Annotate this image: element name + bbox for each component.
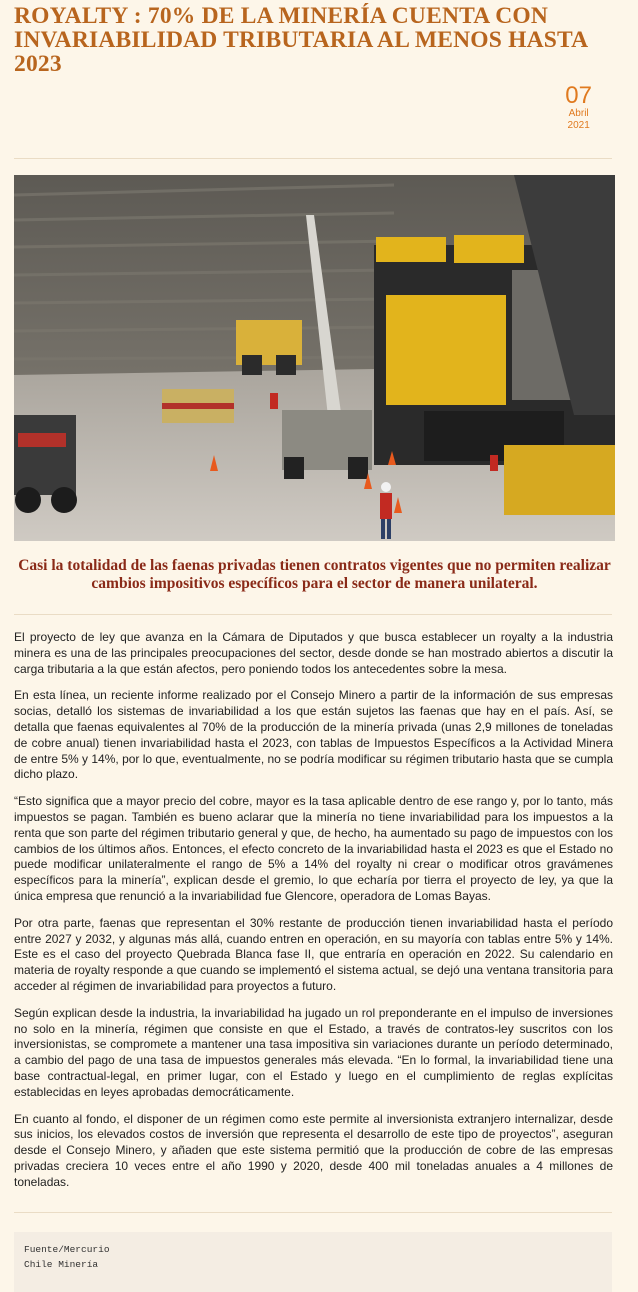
source-box bbox=[14, 1232, 612, 1292]
service-truck bbox=[14, 415, 76, 495]
footer-divider bbox=[14, 1212, 612, 1213]
article-photo bbox=[14, 175, 615, 541]
paragraph: En esta línea, un reciente informe realizado por el Consejo Minero a partir de la información de sus empresas socias, detalló los sistemas de invariabilidad a los que están sujetos las faenas que hay en el país. Así, se detalla que faenas equivalentes al 70% de la producción de la minería privada (unas 2,9 millones de toneladas de cobre anual) tienen invariabilidad hasta el 2023, con tablas de Impuestos Específicos a la Actividad Minera de entre 5% y 14%, por lo que, eventualmente, no se podría modificar su régimen tributario hasta que se cumpla dicho plazo. bbox=[14, 688, 614, 782]
mining-scene-illustration bbox=[14, 175, 615, 541]
paragraph: Por otra parte, faenas que representan el 30% restante de producción tienen invariabilidad hasta el período entre 2027 y 2032, y algunas más allá, cuando entren en operación, en su mayoría con tablas entre 5% y 14%. Este es el caso del proyecto Quebrada Blanca fase II, que entraría en operación en 2022. Su calendario en materia de royalty responde a que cuando se implementó el sistema actual, se dejó una ventana transitoria para acceder al régimen de invariabilidad para proyectos a futuro. bbox=[14, 915, 613, 993]
publish-date bbox=[565, 84, 592, 132]
photo-caption: Casi la totalidad de las faenas privadas tienen contratos vigentes que no permiten realizar cambios impositivos específicos para el sector de manera unilateral. bbox=[18, 557, 611, 592]
paragraph: En cuanto al fondo, el disponer de un régimen como este permite al inversionista extranjero internalizar, desde sus inicios, los elevados costos de inversión que representa el desarrollo de este tipo de proyectos”, aseguran desde el Consejo Minero, y añaden que este sistema permitió que la producción de cobre de las empresas privadas creciera 10 veces entre el año 1990 y 2020, desde 400 mil toneladas anuales a 4 millones de toneladas. bbox=[14, 1111, 613, 1189]
article-title: ROYALTY : 70% DE LA MINERÍA CUENTA CON INVARIABILIDAD TRIBUTARIA AL MENOS HASTA 2023 bbox=[14, 3, 588, 77]
paragraph: “Esto significa que a mayor precio del cobre, mayor es la tasa aplicable dentro de ese rango y, por lo tanto, más impuestos se pagan. También es bueno aclarar que la minería no tiene invariabilidad para los impuestos a la renta que son parte del régimen tributario general y que, de hecho, ha aumentado su pago de impuestos con los cambios de los últimos años. Entonces, el efecto concreto de la invariabilidad hasta el 2023 es que el Estado no puede modificar unilateralmente el rango de 5% a 14% del royalty ni crear o modificar otros gravámenes específicos para la minería”, explican desde el gremio, lo que echaría por tierra el proyecto de ley, ya que la única empresa que renunció a la invariabilidad fue Glencore, operadora de Lomas Bayas. bbox=[14, 794, 613, 903]
paragraph: Según explican desde la industria, la invariabilidad ha jugado un rol preponderante en el impulso de inversiones no solo en la minería, régimen que consiste en que el Estado, a través de contratos-ley suscritos con los inversionistas, se compromete a mantener una tasa impositiva sin variaciones durante un período determinado, a cambio del pago de una tasa de impuestos generales más elevada. “En lo formal, la invariabilidad tiene una base contractual-legal, en primer lugar, con el Estado y luego en el cumplimiento de reglas explícitas establecidas en leyes aprobadas democráticamente. bbox=[14, 1005, 613, 1099]
source-line: Fuente/Mercurio bbox=[24, 1244, 110, 1255]
date-month: Abril bbox=[568, 108, 589, 119]
header-divider bbox=[14, 158, 612, 159]
article-body bbox=[14, 630, 613, 1202]
paragraph: El proyecto de ley que avanza en la Cámara de Diputados y que busca establecer un royalty a la industria minera es una de las principales preocupaciones del sector, desde donde se han mostrado abiertos a discutir la carga tributaria a la que están afectos, pero poniendo todos los antecedentes sobre la mesa. bbox=[14, 630, 613, 676]
date-day: 07 bbox=[565, 82, 592, 109]
caption-divider bbox=[14, 614, 612, 615]
date-year: 2021 bbox=[567, 120, 590, 131]
source-line: Chile Minería bbox=[24, 1259, 99, 1270]
